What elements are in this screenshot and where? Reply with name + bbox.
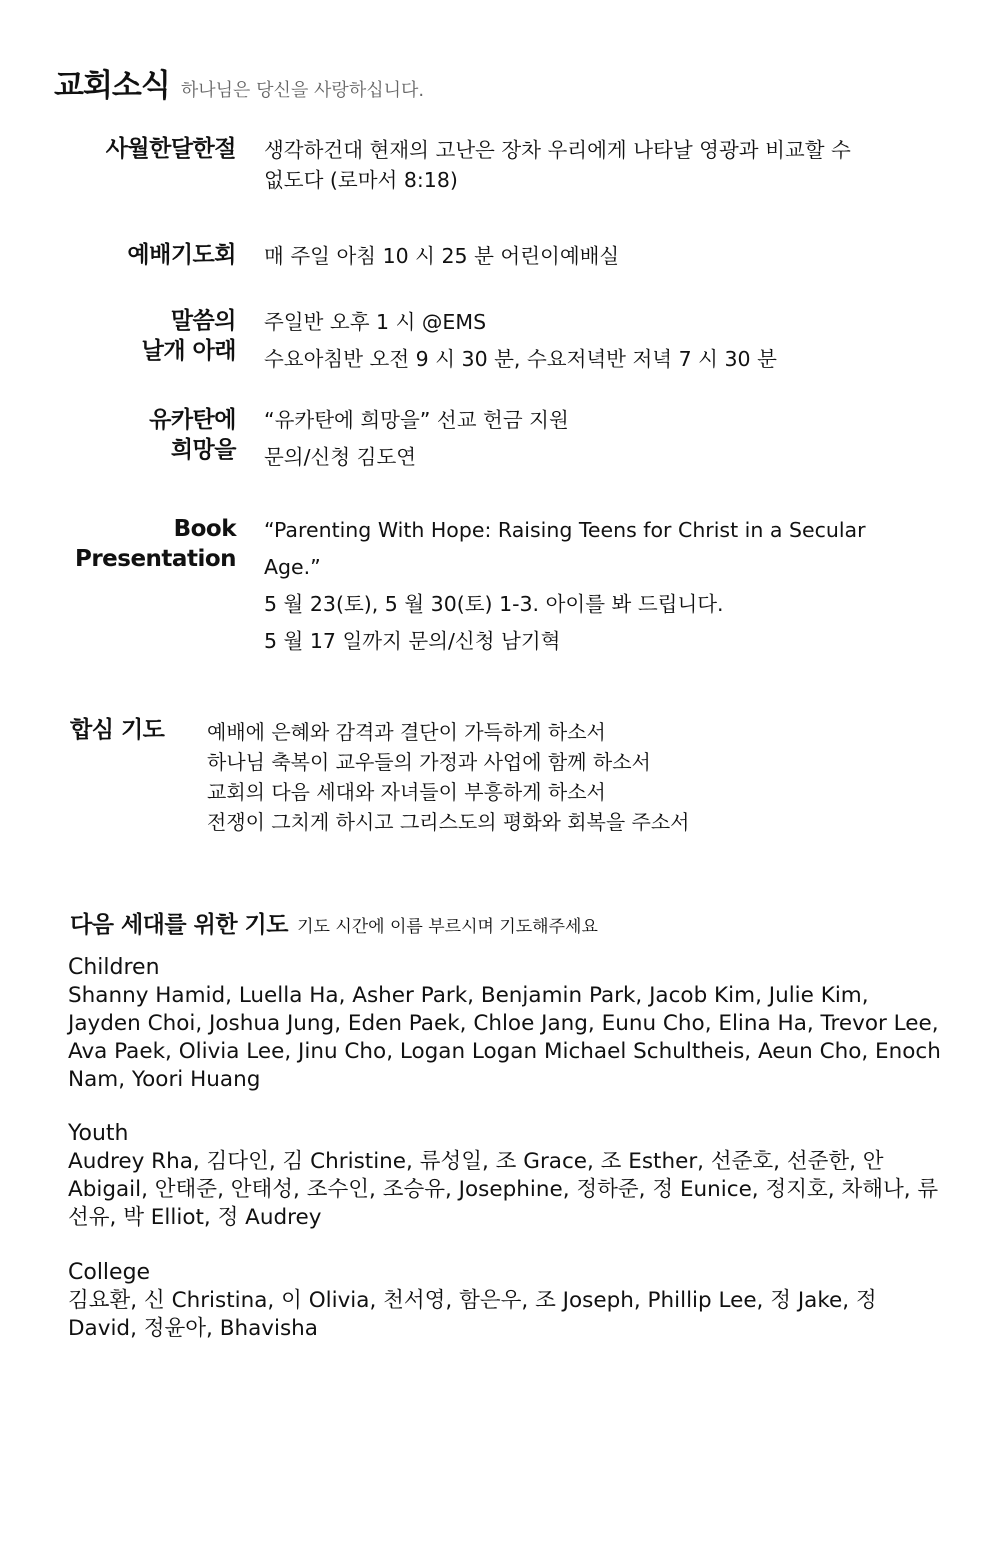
prayer-line: 전쟁이 그치게 하시고 그리스도의 평화와 회복을 주소서 [207, 810, 690, 834]
announcement-label-line: 날개 아래 [141, 338, 236, 364]
announcement-label [36, 405, 236, 465]
page-subtitle: 하나님은 당신을 사랑하십니다. [180, 80, 425, 101]
announcement-line: 주일반 오후 1 시 @EMS [264, 310, 487, 334]
announcement-label-line: 유카탄에 [149, 407, 236, 433]
announcement-label [36, 240, 236, 270]
announcement-label-line: Book [173, 516, 236, 542]
joint-prayer-list [207, 717, 690, 837]
group-heading: Youth [68, 1121, 129, 1146]
announcement-label [36, 306, 236, 366]
announcement-content [264, 512, 944, 660]
announcement-line: 문의/신청 김도연 [264, 445, 417, 469]
announcement-content [264, 402, 944, 476]
announcement-label-line: 말씀의 [170, 308, 236, 334]
announcement-line: Age.” [264, 555, 321, 579]
group-names: Shanny Hamid, Luella Ha, Asher Park, Benjamin Park, Jacob Kim, Julie Kim, Jayden Choi, Joshua Jung, Eden Paek, Chloe Jang, Eunu Cho, Elina Ha, Trevor Lee, Ava Paek, Olivia Lee, Jinu Cho, Logan Logan Michael Schultheis, Aeun Cho, Enoch Nam, Yoori Huang [68, 983, 941, 1092]
announcement-line: 5 월 17 일까지 문의/신청 남기혁 [264, 629, 561, 653]
announcement-line: 5 월 23(토), 5 월 30(토) 1-3. 아이를 봐 드립니다. [264, 592, 724, 616]
announcement-content [264, 241, 944, 271]
announcement-line: 생각하건대 현재의 고난은 장차 우리에게 나타날 영광과 비교할 수 [264, 138, 851, 162]
announcement-line: 수요아침반 오전 9 시 30 분, 수요저녁반 저녁 7 시 30 분 [264, 347, 777, 371]
prayer-line: 교회의 다음 세대와 자녀들이 부흥하게 하소서 [207, 780, 606, 804]
prayer-line: 예배에 은혜와 감격과 결단이 가득하게 하소서 [207, 720, 606, 744]
group-names: 김요환, 신 Christina, 이 Olivia, 천서영, 함은우, 조 Joseph, Phillip Lee, 정 Jake, 정 David, 정윤아, Bhavisha [68, 1288, 877, 1341]
joint-prayer-label: 합심 기도 [70, 717, 165, 743]
group-heading: College [68, 1260, 151, 1285]
group-names: Audrey Rha, 김다인, 김 Christine, 류성일, 조 Grace, 조 Esther, 선준호, 선준한, 안 Abigail, 안태준, 안태성, 조수인, 조승유, Josephine, 정하준, 정 Eunice, 정지호, 차해나, 류선유, 박 Elliot, 정 Audrey [68, 1149, 939, 1230]
page-title: 교회소식 [54, 68, 170, 104]
announcement-label [36, 134, 236, 164]
youth-group [68, 1120, 948, 1232]
announcement-label-line: Presentation [74, 546, 236, 572]
announcement-content [264, 135, 944, 195]
announcement-content [264, 304, 944, 378]
children-group [68, 954, 948, 1094]
announcement-label-line: 예배기도회 [127, 242, 236, 268]
group-heading: Children [68, 955, 160, 980]
next-generation-subtitle: 기도 시간에 이름 부르시며 기도해주세요 [297, 917, 598, 937]
announcement-line: “유카탄에 희망을” 선교 헌금 지원 [264, 408, 569, 432]
announcement-label [36, 514, 236, 574]
college-group [68, 1259, 948, 1343]
prayer-line: 하나님 축복이 교우들의 가정과 사업에 함께 하소서 [207, 750, 651, 774]
announcement-label-line: 사월한달한절 [105, 136, 236, 162]
announcement-line: “Parenting With Hope: Raising Teens for Christ in a Secular [264, 518, 866, 542]
next-generation-header [70, 906, 598, 939]
page-header [54, 60, 424, 105]
announcement-line: 없도다 (로마서 8:18) [264, 168, 458, 192]
announcement-line: 매 주일 아침 10 시 25 분 어린이예배실 [264, 244, 620, 268]
announcement-label-line: 희망을 [170, 437, 236, 463]
next-generation-title: 다음 세대를 위한 기도 [70, 912, 288, 938]
